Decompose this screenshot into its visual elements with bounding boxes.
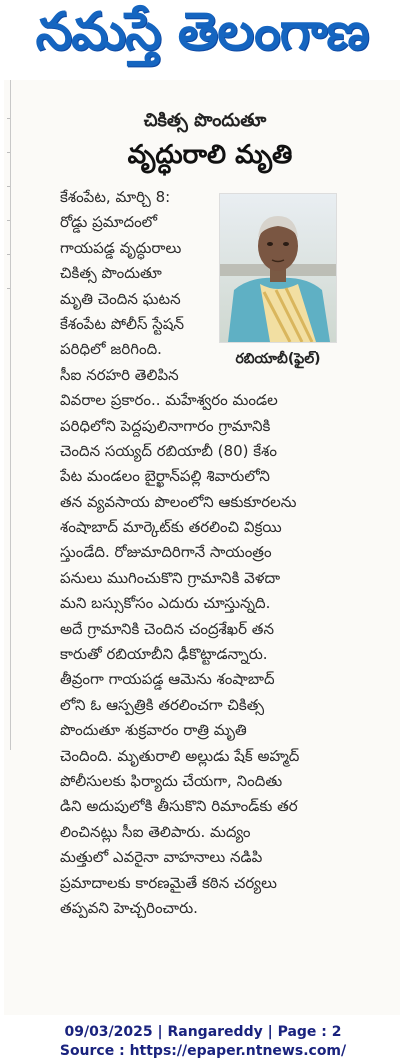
body-line: మృతి చెందిన ఘటన (60, 289, 181, 308)
article-headline: వృద్ధురాలి మృతి (127, 140, 293, 170)
body-line: కేశంపేట, మార్చి 8: (60, 188, 171, 206)
column-rule (10, 80, 11, 750)
rule-tick (7, 254, 10, 255)
body-line: పనులు ముగించుకొని గ్రామానికి వెళదా (60, 568, 281, 587)
body-line: పొందుతూ శుక్రవారం రాత్రి మృతి (60, 721, 247, 740)
article-body (60, 185, 370, 921)
body-line: కారుతో రబియాబీని ఢీకొట్టాడన్నారు. (60, 645, 268, 664)
body-line: చెందింది. మృతురాలి అల్లుడు షేక్ అహ్మద్ (60, 746, 300, 765)
body-line: లోని ఓ ఆస్పత్రికి తరలించగా చికిత్స (60, 695, 265, 714)
body-line: సీఐ నరహరి తెలిపిన (60, 365, 179, 384)
edition-info: 09/03/2025 | Rangareddy | Page : 2 (64, 1024, 342, 1040)
article-narrow-column (60, 185, 210, 388)
rule-tick (7, 288, 10, 289)
body-line: డిని అదుపులోకి తీసుకొని రిమాండ్‌కు తర (60, 797, 298, 816)
body-line: మని బస్సుకోసం ఎదురు చూస్తున్నది. (60, 594, 271, 613)
photo-caption: రబియాబీ(ఫైల్) (235, 351, 321, 367)
article-kicker: చికిత్స పొందుతూ (143, 110, 267, 131)
body-line: పోలీసులకు ఫిర్యాదు చేయగా, నిందితు (60, 771, 283, 790)
body-line: రోడ్డు ప్రమాదంలో (60, 213, 158, 232)
rule-tick (7, 220, 10, 221)
body-line: తీవ్రంగా గాయపడ్డ ఆమెను శంషాబాద్ (60, 670, 275, 689)
body-line: స్తుండేది. రోజుమాదిరిగానే సాయంత్రం (60, 543, 272, 562)
body-line: శంషాబాద్ మార్కెట్‌కు తరలించి విక్రయి (60, 518, 282, 537)
body-line: పేట మండలం బైర్ఖాన్‌పల్లి శివారులోని (60, 467, 270, 486)
body-line: తన వ్యవసాయ పొలంలోని ఆకుకూరలను (60, 492, 297, 511)
rule-tick (7, 152, 10, 153)
rule-tick (7, 118, 10, 119)
body-line: పరిధిలో జరిగింది. (60, 340, 162, 359)
epaper-footer (0, 1023, 406, 1061)
body-line: వివరాల ప్రకారం.. మహేశ్వరం మండల (60, 391, 278, 410)
body-line: మత్తులో ఎవరైనా వాహనాలు నడిపి (60, 848, 263, 867)
body-line: ప్రమాదాలకు కారణమైతే కఠిన చర్యలు (60, 873, 277, 892)
source-link[interactable]: Source : https://epaper.ntnews.com/ (59, 1043, 347, 1059)
newspaper-masthead: నమస్తే తెలంగాణ (35, 1, 369, 62)
body-line: పరిధిలోని పెద్దపులినాగారం గ్రామానికి (60, 416, 271, 435)
body-line: తప్పవని హెచ్చరించారు. (60, 898, 198, 917)
rule-tick (7, 186, 10, 187)
body-line: లించినట్లు సీఐ తెలిపారు. మద్యం (60, 822, 251, 841)
body-line: చికిత్స పొందుతూ (60, 264, 162, 283)
article-wide-column (60, 388, 370, 921)
body-line: గాయపడ్డ వృద్ధురాలు (60, 238, 182, 257)
body-line: చెందిన సయ్యద్ రబియాబీ (80) కేశం (60, 441, 277, 460)
body-line: కేశంపేట పోలీస్ స్టేషన్ (60, 314, 185, 333)
body-line: అదే గ్రామానికి చెందిన చంద్రశేఖర్ తన (60, 619, 274, 638)
